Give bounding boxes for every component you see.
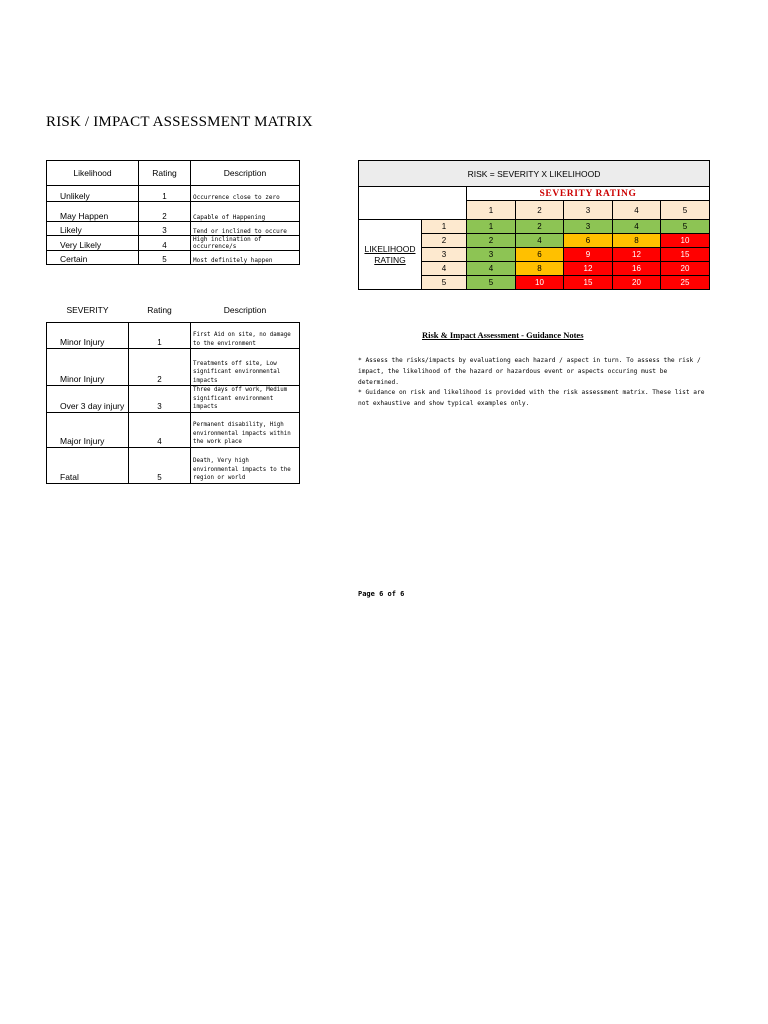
- table-row: [47, 222, 300, 236]
- severity-description: Permanent disability, High environmental impacts within the work place: [191, 412, 300, 447]
- table-row: [47, 251, 300, 265]
- matrix-cell: 10: [661, 234, 710, 248]
- matrix-cell: 6: [516, 248, 564, 262]
- column-header: Description: [191, 161, 300, 186]
- matrix-cell: 4: [516, 234, 564, 248]
- severity-rating: 4: [129, 412, 191, 447]
- table-row: [47, 412, 300, 447]
- matrix-cell: 2: [467, 234, 516, 248]
- table-row: [47, 349, 300, 386]
- matrix-cell: 2: [516, 220, 564, 234]
- likelihood-header-row: [47, 161, 300, 186]
- guidance-note: * Assess the risks/impacts by evaluationg each hazard / aspect in turn. To assess the risk / impact, the likelihood of the hazard or hazardous event or aspects occuring must be determined.: [358, 357, 701, 386]
- page-title: RISK / IMPACT ASSESSMENT MATRIX: [46, 114, 313, 130]
- likelihood-label-line1: LIKELIHOOD: [364, 243, 416, 254]
- matrix-corner: [359, 187, 467, 220]
- likelihood-row-header: 5: [422, 276, 467, 290]
- column-header: Rating: [139, 161, 191, 186]
- risk-matrix: [358, 160, 710, 290]
- matrix-cell: 8: [613, 234, 661, 248]
- severity-label: Minor Injury: [47, 323, 129, 349]
- severity-description: Death, Very high environmental impacts to the region or world: [191, 447, 300, 483]
- matrix-cell: 20: [661, 262, 710, 276]
- column-header: Rating: [147, 305, 172, 315]
- column-header: Description: [223, 305, 267, 315]
- severity-label: Minor Injury: [47, 349, 129, 386]
- severity-col-header: 2: [516, 201, 564, 220]
- likelihood-rating: 2: [139, 202, 191, 222]
- matrix-cell: 5: [467, 276, 516, 290]
- likelihood-label: Likely: [47, 222, 139, 236]
- matrix-cell: 20: [613, 276, 661, 290]
- likelihood-row-header: 3: [422, 248, 467, 262]
- matrix-cell: 15: [564, 276, 613, 290]
- severity-rating-title: SEVERITY RATING: [467, 187, 710, 201]
- severity-label: Over 3 day injury: [47, 386, 129, 413]
- severity-description: Three days off work, Medium significant environment impacts: [191, 386, 300, 413]
- likelihood-label: Certain: [47, 251, 139, 265]
- matrix-cell: 16: [613, 262, 661, 276]
- severity-title-row: [359, 187, 710, 201]
- likelihood-label: May Happen: [47, 202, 139, 222]
- column-header: Likelihood: [47, 161, 139, 186]
- table-row: [47, 202, 300, 222]
- matrix-cell: 12: [564, 262, 613, 276]
- severity-label: Fatal: [47, 447, 129, 483]
- matrix-cell: 25: [661, 276, 710, 290]
- severity-rating: 5: [129, 447, 191, 483]
- severity-rating: 2: [129, 349, 191, 386]
- matrix-cell: 4: [613, 220, 661, 234]
- page-number: Page 6 of 6: [358, 590, 405, 598]
- table-row: [47, 323, 300, 349]
- severity-rating: 1: [129, 323, 191, 349]
- likelihood-rating-label: [359, 220, 422, 290]
- likelihood-description: Tend or inclined to occure: [191, 222, 300, 236]
- matrix-cell: 3: [467, 248, 516, 262]
- matrix-cell: 3: [564, 220, 613, 234]
- matrix-cell: 15: [661, 248, 710, 262]
- severity-col-header: 3: [564, 201, 613, 220]
- matrix-cell: 9: [564, 248, 613, 262]
- table-row: [47, 447, 300, 483]
- severity-description: Treatments off site, Low significant environmental impacts: [191, 349, 300, 386]
- likelihood-description: Occurrence close to zero: [191, 186, 300, 202]
- likelihood-description: Most definitely happen: [191, 251, 300, 265]
- severity-description: First Aid on site, no damage to the environment: [191, 323, 300, 349]
- matrix-cell: 5: [661, 220, 710, 234]
- likelihood-rating: 1: [139, 186, 191, 202]
- guidance-notes-title: Risk & Impact Assessment - Guidance Notes: [422, 330, 584, 340]
- severity-label: Major Injury: [47, 412, 129, 447]
- severity-header-row: [47, 298, 300, 323]
- matrix-cell: 6: [564, 234, 613, 248]
- likelihood-description: High inclination of occurrence/s: [191, 236, 300, 251]
- table-row: [47, 186, 300, 202]
- matrix-cell: 12: [613, 248, 661, 262]
- matrix-row: [359, 220, 710, 234]
- matrix-cell: 8: [516, 262, 564, 276]
- column-header: SEVERITY: [66, 305, 109, 315]
- severity-rating: 3: [129, 386, 191, 413]
- matrix-cell: 1: [467, 220, 516, 234]
- table-row: [47, 236, 300, 251]
- likelihood-rating: 3: [139, 222, 191, 236]
- likelihood-row-header: 4: [422, 262, 467, 276]
- matrix-cell: 4: [467, 262, 516, 276]
- likelihood-description: Capable of Happening: [191, 202, 300, 222]
- likelihood-rating: 5: [139, 251, 191, 265]
- guidance-note: * Guidance on risk and likelihood is provided with the risk assessment matrix. These list are not exhaustive and show typical examples only.: [358, 389, 705, 407]
- severity-col-header: 4: [613, 201, 661, 220]
- likelihood-table: [46, 160, 300, 265]
- likelihood-row-header: 2: [422, 234, 467, 248]
- likelihood-label: Unlikely: [47, 186, 139, 202]
- likelihood-row-header: 1: [422, 220, 467, 234]
- severity-col-header: 5: [661, 201, 710, 220]
- matrix-header-row: [359, 161, 710, 187]
- severity-table: [46, 298, 300, 484]
- likelihood-label: Very Likely: [47, 236, 139, 251]
- matrix-header: RISK = SEVERITY X LIKELIHOOD: [359, 161, 710, 187]
- matrix-cell: 10: [516, 276, 564, 290]
- likelihood-rating: 4: [139, 236, 191, 251]
- likelihood-label-line2: RATING: [374, 254, 406, 265]
- table-row: [47, 386, 300, 413]
- severity-col-header: 1: [467, 201, 516, 220]
